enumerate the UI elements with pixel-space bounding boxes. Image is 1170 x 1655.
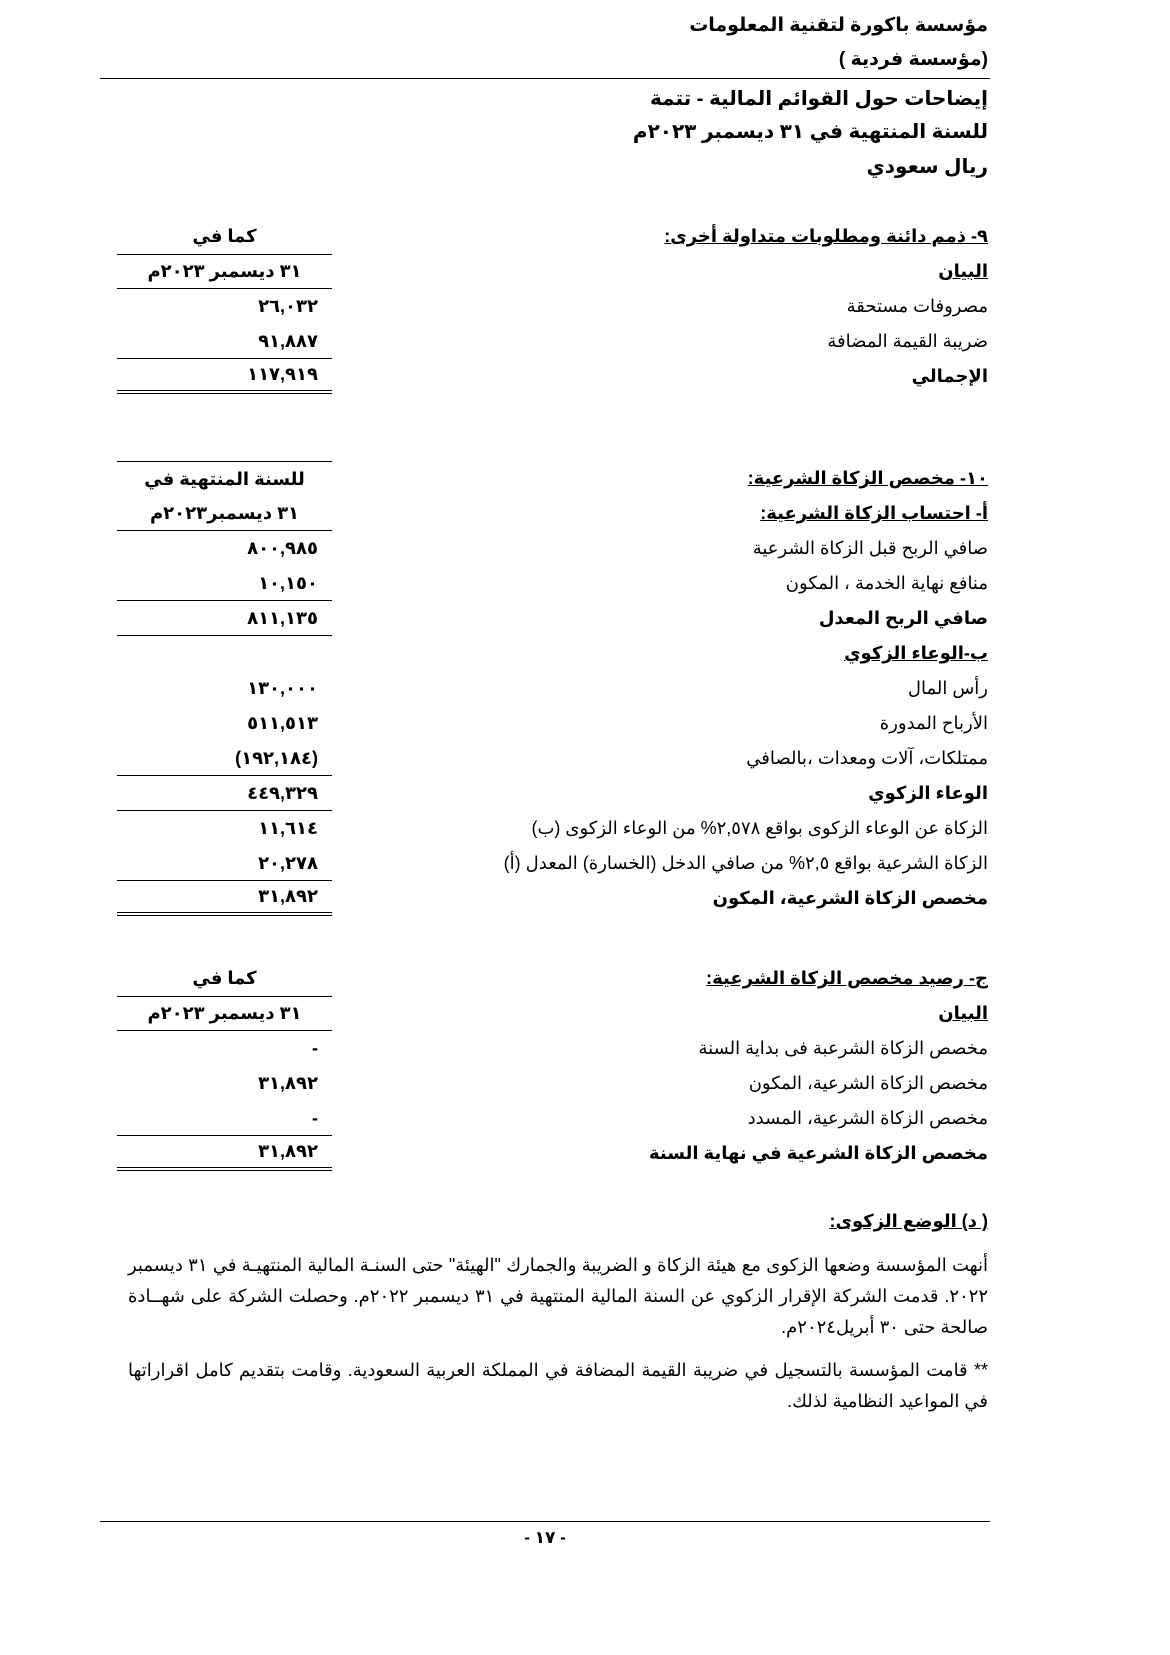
row-label: الوعاء الزكوي (868, 783, 988, 803)
col-date: ٣١ ديسمبر ٢٠٢٣م (117, 254, 332, 289)
row-label: صافي الربح قبل الزكاة الشرعية (752, 538, 988, 558)
note-10c-table (117, 961, 988, 1171)
table-row (117, 811, 988, 846)
note-10d-title: ( د) الوضع الزكوى: (829, 1211, 988, 1231)
row-value: ٣١,٨٩٢ (258, 1073, 318, 1093)
table-row (117, 846, 988, 881)
col-header: للسنة المنتهية في (117, 461, 332, 496)
row-label: الزكاة الشرعية بواقع ٢,٥% من صافي الدخل (الخسارة) المعدل (أ) (503, 853, 988, 873)
header-rule (100, 78, 990, 79)
row-value: ٨٠٠,٩٨٥ (247, 538, 318, 558)
row-value: ١٠,١٥٠ (117, 566, 332, 601)
page-number: - ١٧ - (524, 1528, 566, 1547)
desc-label: البيان (938, 261, 988, 281)
table-row (117, 741, 988, 776)
row-value: ٩١,٨٨٧ (117, 324, 332, 359)
total-row (117, 359, 988, 394)
total-row (117, 881, 988, 916)
table-row (117, 706, 988, 741)
note-10-title: ١٠- مخصص الزكاة الشرعية: (747, 468, 988, 488)
subtotal-row (117, 601, 988, 636)
note-9-table (117, 219, 988, 394)
note-10-table (117, 461, 988, 916)
row-value: ١١,٦١٤ (258, 818, 318, 838)
col-date: ٣١ ديسمبر٢٠٢٣م (117, 496, 332, 531)
row-label: الأرباح المدورة (879, 713, 988, 733)
table-row (117, 531, 988, 566)
sub-b-title: ب-الوعاء الزكوي (844, 643, 988, 663)
note-10c-title: ج- رصيد مخصص الزكاة الشرعية: (706, 968, 988, 988)
row-label: ممتلكات، آلات ومعدات ،بالصافي (746, 748, 988, 768)
total-row (117, 1136, 988, 1171)
total-value: ٣١,٨٩٢ (117, 881, 332, 916)
entity-type: (مؤسسة فردية ) (838, 49, 988, 70)
note-9-title: ٩- ذمم دائنة ومطلوبات متداولة أخرى: (664, 226, 988, 246)
sub-a-title: أ- احتساب الزكاة الشرعية: (760, 503, 988, 523)
row-label: ضريبة القيمة المضافة (827, 331, 988, 351)
table-row (117, 1101, 988, 1136)
row-label: الزكاة عن الوعاء الزكوى بواقع ٢,٥٧٨% من الوعاء الزكوى (ب) (531, 818, 988, 838)
row-value: (١٩٢,١٨٤) (117, 741, 332, 776)
table-row (117, 1066, 988, 1101)
row-value: ٨١١,١٣٥ (117, 601, 332, 636)
row-value: ٢٠,٢٧٨ (117, 846, 332, 881)
total-value: ٣١,٨٩٢ (117, 1136, 332, 1171)
row-value: ٥١١,٥١٣ (247, 713, 318, 733)
row-value: ٤٤٩,٣٢٩ (117, 776, 332, 811)
row-label: منافع نهاية الخدمة ، المكون (785, 573, 988, 593)
row-label: مخصص الزكاة الشرعبة فى بداية السنة (698, 1038, 988, 1058)
row-label: مصروفات مستحقة (846, 296, 988, 316)
row-label: مخصص الزكاة الشرعية، المسدد (747, 1108, 988, 1128)
company-name: مؤسسة باكورة لتقنية المعلومات (689, 15, 988, 36)
row-value: ٢٦,٠٣٢ (258, 296, 318, 316)
row-label: صافي الربح المعدل (818, 608, 988, 628)
col-date: ٣١ ديسمبر ٢٠٢٣م (117, 996, 332, 1031)
total-value: ١١٧,٩١٩ (117, 359, 332, 394)
zakat-status-paragraph: أنهت المؤسسة وضعها الزكوى مع هيئة الزكاة و الضريبة والجمارك "الهيئة" حتى السنـة المالية المنتهيـة في ٣١ ديسمبر ٢٠٢٢. قدمت الشركة الإقرار الزكوي عن السنة المالية المنتهية في ٣١ ديسمبر ٢٠٢٢م. وحصلت الشركة على شهــادة صالحة حتى ٣٠ أبريل٢٠٢٤م. (128, 1255, 988, 1337)
subtotal-row (117, 776, 988, 811)
total-label: مخصص الزكاة الشرعية في نهاية السنة (649, 1143, 988, 1163)
table-row (117, 289, 988, 324)
desc-label: البيان (938, 1003, 988, 1023)
table-row (117, 1031, 988, 1066)
row-label: رأس المال (907, 678, 988, 698)
currency-label: ريال سعودي (866, 156, 988, 178)
row-label: مخصص الزكاة الشرعية، المكون (748, 1073, 988, 1093)
table-row (117, 324, 988, 359)
notes-title: إيضاحات حول القوائم المالية - تتمة (650, 88, 988, 110)
table-row (117, 671, 988, 706)
col-header: كما في (192, 226, 257, 246)
col-header: كما في (192, 968, 257, 988)
vat-note: ** قامت المؤسسة بالتسجيل في ضريبة القيمة المضافة في المملكة العربية السعودية. وقامت بتقديم كامل اقراراتها في المواعيد النظامية لذلك. (128, 1360, 988, 1411)
table-row (117, 566, 988, 601)
row-value: - (117, 1101, 332, 1136)
row-value: - (312, 1038, 318, 1058)
footer-rule (100, 1521, 990, 1522)
period-title: للسنة المنتهية في ٣١ ديسمبر ٢٠٢٣م (632, 121, 988, 143)
total-label: مخصص الزكاة الشرعية، المكون (712, 888, 988, 908)
total-label: الإجمالي (911, 366, 988, 386)
row-value: ١٣٠,٠٠٠ (247, 678, 318, 698)
